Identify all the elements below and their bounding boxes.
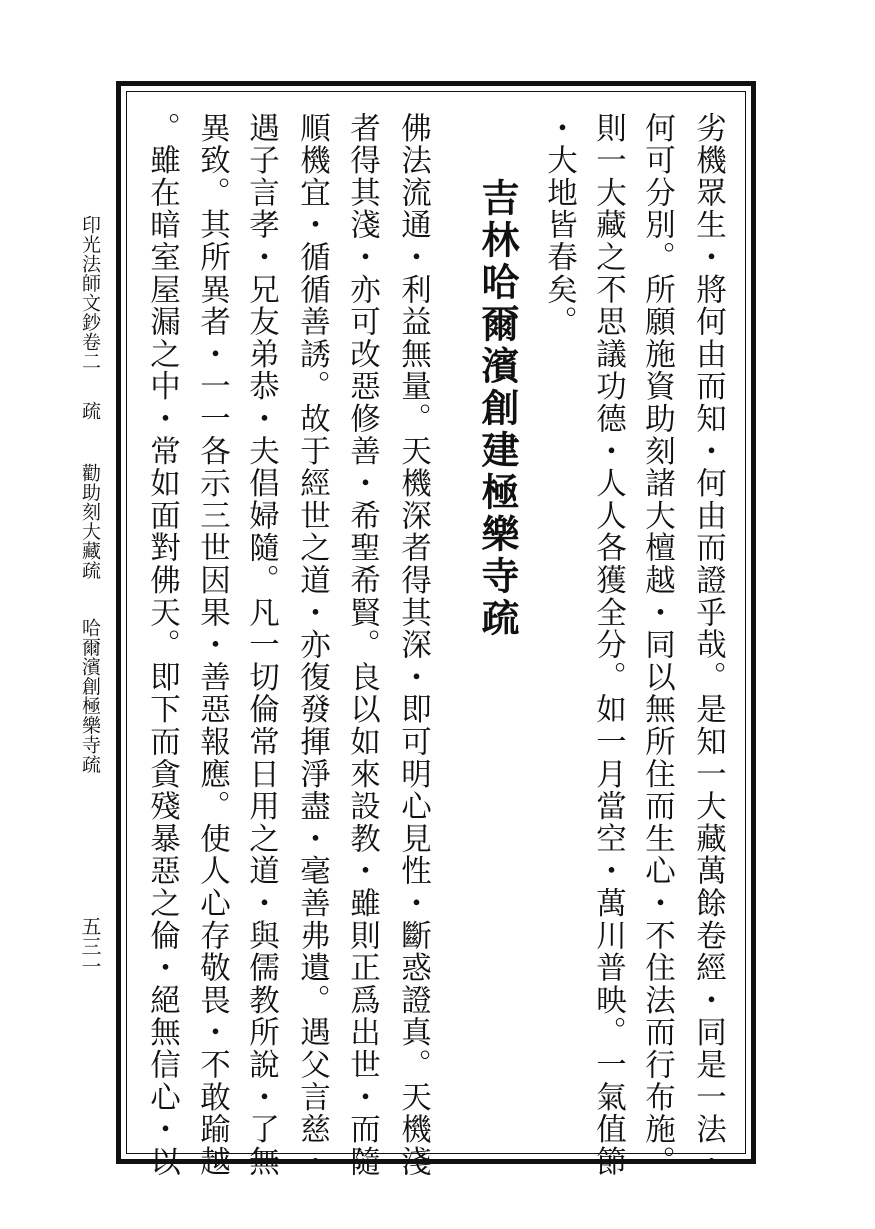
- text-column-4: ・大地皆春矣。: [541, 112, 577, 339]
- text-column-3: 則一大藏之不思議功德・人人各獲全分。如一月當空・萬川普映。一氣值節: [590, 112, 626, 1178]
- running-item-1: 勸助刻大藏疏: [79, 462, 101, 580]
- text-column-2: 何可分別。所願施資助刻諸大檀越・同以無所住而生心・不住法而行布施。: [639, 112, 675, 1178]
- book-title: 印光法師文鈔卷二: [79, 215, 101, 371]
- text-column-10: 。雖在暗室屋漏之中・常如面對佛天。即下而貪殘暴惡之倫・絕無信心・以: [144, 112, 180, 1178]
- text-column-5: 佛法流通・利益無量。天機深者得其深・即可明心見性・斷惑證真。天機淺: [395, 112, 431, 1178]
- text-column-9: 異致。其所異者・一一各示三世因果・善惡報應。使人心存敬畏・不敢踰越: [194, 112, 230, 1178]
- text-column-6: 者得其淺・亦可改惡修善・希聖希賢。良以如來設教・雖則正爲出世・而隨: [344, 112, 380, 1178]
- section-title: 吉林哈爾濱創建極樂寺疏: [475, 178, 520, 640]
- running-item-2: 哈爾濱創極樂寺疏: [79, 617, 101, 774]
- text-column-1: 劣機眾生・將何由而知・何由而證乎哉。是知一大藏萬餘卷經・同是一法・: [690, 112, 726, 1178]
- running-header: [80, 215, 99, 774]
- text-column-7: 順機宜・循循善誘。故于經世之道・亦復發揮淨盡・毫善弗遺。遇父言慈・: [294, 112, 330, 1178]
- text-column-8: 遇子言孝・兄友弟恭・夫倡婦隨。凡一切倫常日用之道・與儒教所說・了無: [243, 112, 279, 1178]
- section-label: 疏: [79, 401, 101, 421]
- page-number: 五三一: [78, 916, 102, 976]
